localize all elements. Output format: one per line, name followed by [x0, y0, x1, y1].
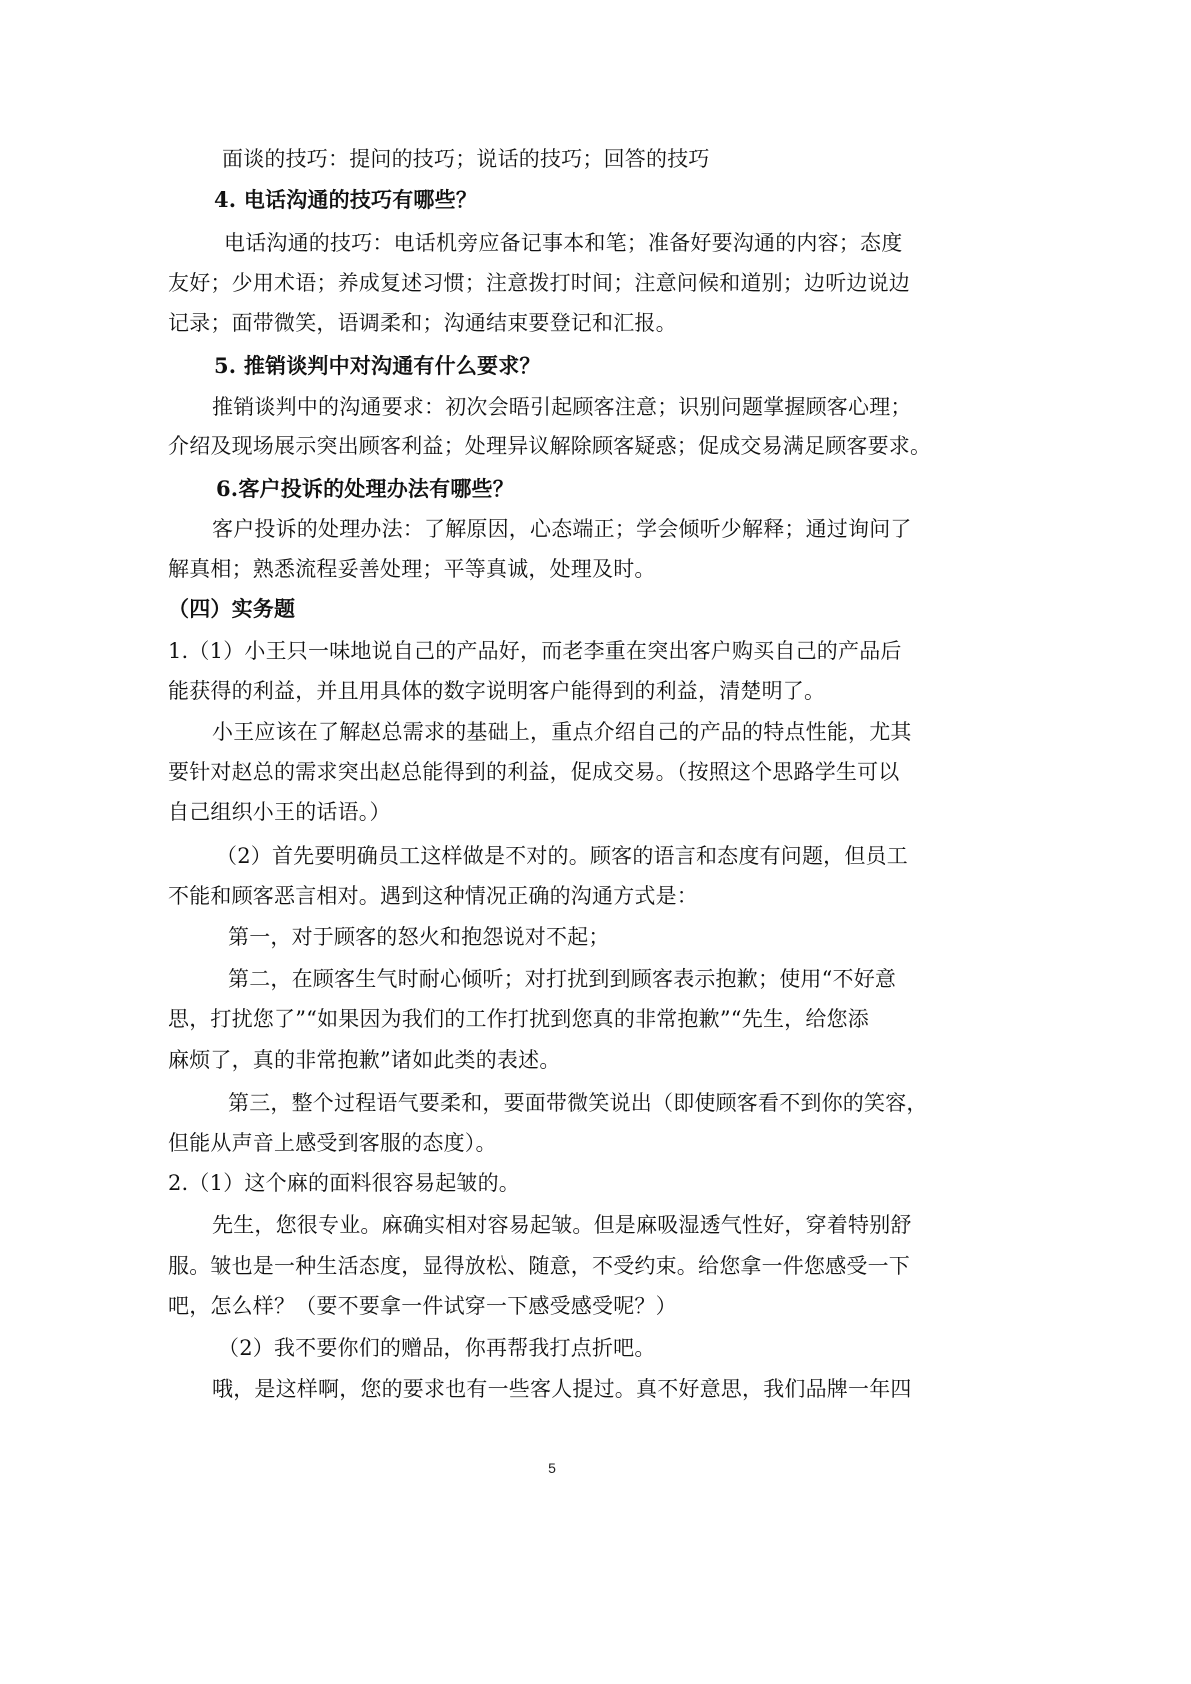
text-line: 解真相；熟悉流程妥善处理；平等真诚，处理及时。: [168, 557, 656, 581]
text-line: 小王应该在了解赵总需求的基础上，重点介绍自己的产品的特点性能，尤其: [212, 720, 912, 744]
text-line: 吧，怎么样？（要不要拿一件试穿一下感受感受呢？）: [168, 1294, 677, 1318]
text-line: 第三，整个过程语气要柔和，要面带微笑说出（即使顾客看不到你的笑容，: [228, 1091, 928, 1115]
text-line: 要针对赵总的需求突出赵总能得到的利益，促成交易。（按照这个思路学生可以: [168, 760, 900, 784]
text-line: 客户投诉的处理办法：了解原因，心态端正；学会倾听少解释；通过询问了: [212, 517, 912, 541]
question-heading: 6.客户投诉的处理办法有哪些？: [216, 476, 514, 501]
text-line: 电话沟通的技巧：电话机旁应备记事本和笔；准备好要沟通的内容；态度: [224, 231, 903, 255]
text-line: 面谈的技巧：提问的技巧；说话的技巧；回答的技巧: [222, 147, 710, 171]
text-line: 哦，是这样啊，您的要求也有一些客人提过。真不好意思，我们品牌一年四: [212, 1377, 912, 1401]
text-line: 自己组织小王的话语。）: [168, 800, 391, 824]
page-number: 5: [548, 1460, 556, 1476]
text-line: 能获得的利益，并且用具体的数字说明客户能得到的利益，清楚明了。: [168, 679, 826, 703]
text-line: 友好；少用术语；养成复述习惯；注意拨打时间；注意问候和道别；边听边说边: [168, 271, 910, 295]
text-line: （2）我不要你们的赠品，你再帮我打点折吧。: [218, 1336, 656, 1360]
text-line: 介绍及现场展示突出顾客利益；处理异议解除顾客疑惑；促成交易满足顾客要求。: [168, 434, 932, 458]
text-line: 2.（1）这个麻的面料很容易起皱的。: [168, 1171, 520, 1195]
text-line: （2）首先要明确员工这样做是不对的。顾客的语言和态度有问题，但员工: [216, 844, 908, 868]
section-heading: （四）实务题: [168, 596, 296, 621]
text-line: 思，打扰您了”“如果因为我们的工作打扰到您真的非常抱歉”“先生，给您添: [168, 1007, 869, 1031]
question-heading: 4. 电话沟通的技巧有哪些？: [214, 187, 478, 212]
text-line: 不能和顾客恶言相对。遇到这种情况正确的沟通方式是：: [168, 884, 698, 908]
text-line: 第一，对于顾客的怒火和抱怨说对不起；: [228, 925, 610, 949]
text-line: 第二，在顾客生气时耐心倾听；对打扰到到顾客表示抱歉；使用“不好意: [228, 967, 897, 991]
text-line: 记录；面带微笑，语调柔和；沟通结束要登记和汇报。: [168, 311, 677, 335]
text-line: 但能从声音上感受到客服的态度）。: [168, 1131, 497, 1155]
text-line: 先生，您很专业。麻确实相对容易起皱。但是麻吸湿透气性好，穿着特别舒: [212, 1213, 912, 1237]
text-line: 麻烦了，真的非常抱歉”诸如此类的表述。: [168, 1048, 561, 1072]
text-line: 推销谈判中的沟通要求：初次会晤引起顾客注意；识别问题掌握顾客心理；: [212, 395, 912, 419]
question-heading: 5. 推销谈判中对沟通有什么要求？: [214, 353, 541, 378]
text-line: 1.（1）小王只一味地说自己的产品好，而老李重在突出客户购买自己的产品后: [168, 639, 902, 663]
text-line: 服。皱也是一种生活态度，显得放松、随意，不受约束。给您拿一件您感受一下: [168, 1254, 910, 1278]
